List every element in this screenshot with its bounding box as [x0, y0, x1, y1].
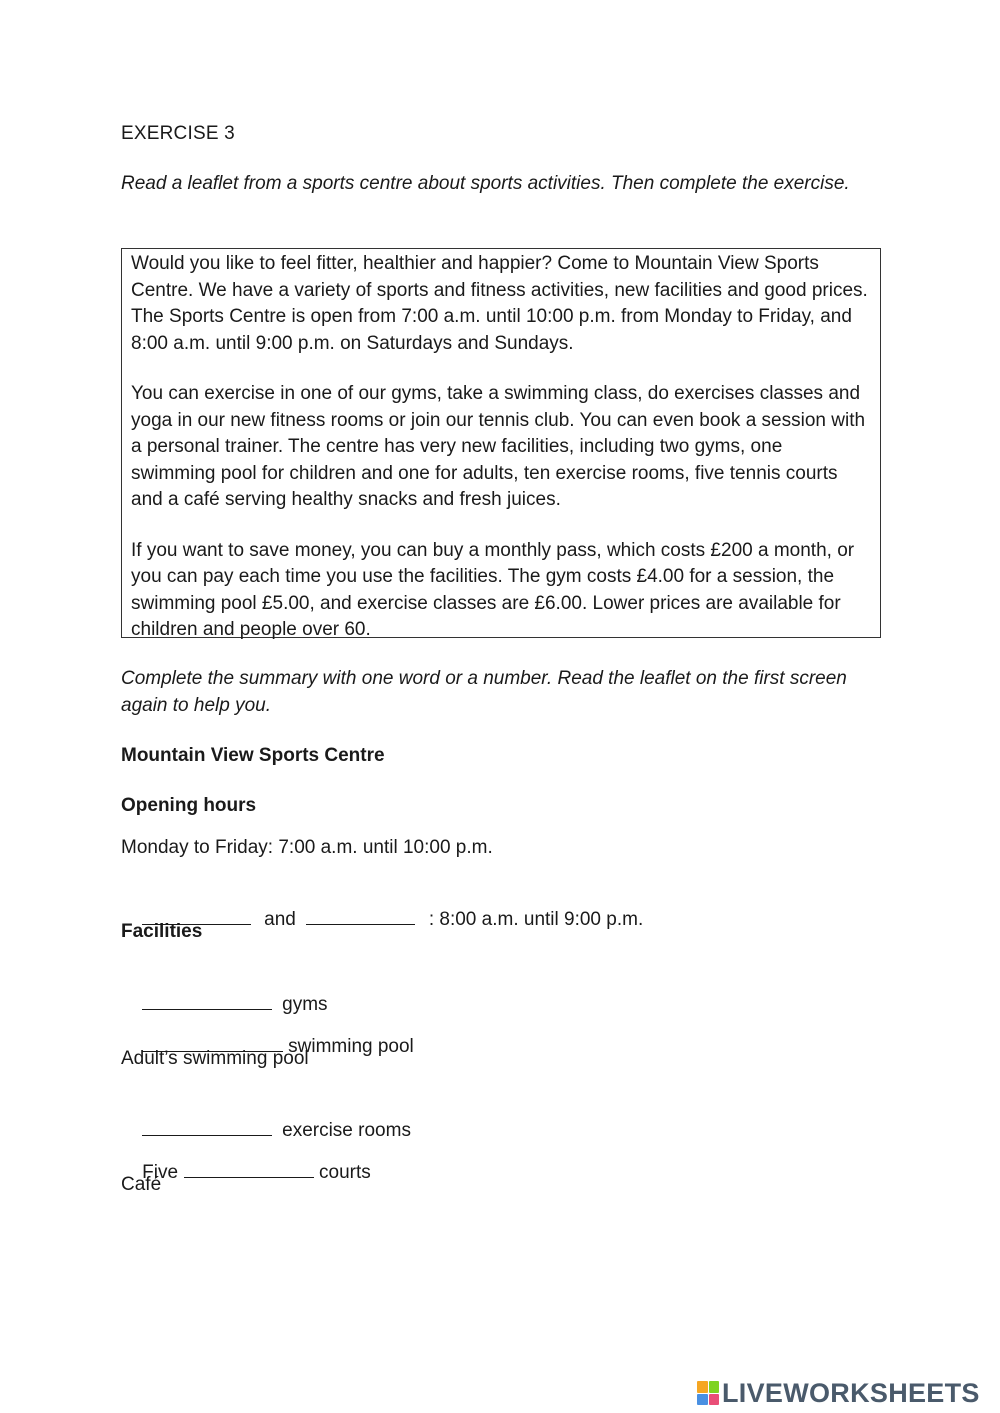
weekend-hours: : 8:00 a.m. until 9:00 p.m. [428, 908, 644, 930]
weekday-hours: Monday to Friday: 7:00 a.m. until 10:00 p.m. [121, 837, 493, 858]
summary-title: Mountain View Sports Centre [121, 745, 385, 766]
facilities-heading: Facilities [121, 921, 203, 942]
logo-square-orange [697, 1381, 708, 1393]
and-label: and [264, 908, 296, 930]
logo-square-pink [709, 1394, 720, 1406]
liveworksheets-logo-icon [697, 1381, 719, 1405]
reading-instruction: Read a leaflet from a sports centre about sports activities. Then complete the exercise. [121, 173, 850, 194]
logo-square-green [709, 1381, 720, 1393]
courts-blank[interactable] [184, 1157, 314, 1178]
leaflet-paragraph-2: You can exercise in one of our gyms, take a swimming class, do exercises classes and yoga in our new fitness rooms or join our tennis club. You can even book a session with a personal trainer. The centre has very new facilities, including two gyms, one swimming pool for children and one for adults, ten exercise rooms, five tennis courts and a café serving healthy snacks and fresh juices. [131, 383, 866, 510]
liveworksheets-logo [697, 1378, 980, 1408]
logo-square-blue [697, 1394, 708, 1406]
leaflet-paragraph-1: Would you like to feel fitter, healthier and happier? Come to Mountain View Sports Centre. We have a variety of sports and fitness activities, new facilities and good prices. The Sports Centre is open from 7:00 a.m. until 10:00 p.m. from Monday to Friday, and 8:00 a.m. until 9:00 p.m. on Saturdays and Sundays. [131, 253, 868, 354]
opening-hours-heading: Opening hours [121, 795, 257, 816]
exercise-rooms-label: exercise rooms [282, 1119, 411, 1141]
weekend-day-2-blank[interactable] [306, 904, 415, 925]
exercise-title: EXERCISE 3 [121, 123, 235, 144]
logo-text: LIVEWORKSHEETS [722, 1377, 980, 1408]
swimming-pool-label: swimming pool [288, 1035, 414, 1057]
gyms-label: gyms [282, 993, 328, 1015]
cafe: Café [121, 1174, 162, 1195]
adults-pool: Adult’s swimming pool [121, 1048, 309, 1069]
leaflet-paragraph-3: If you want to save money, you can buy a monthly pass, which costs £200 a month, or you can pay each time you use the facilities. The gym costs £4.00 for a session, the swimming pool £5.00, and exercise classes are £6.00. Lower prices are available for children and people over 60. [131, 539, 855, 640]
leaflet-box [121, 248, 881, 638]
courts-label: courts [319, 1161, 371, 1183]
five-label: Five [142, 1161, 179, 1183]
summary-instruction: Complete the summary with one word or a number. Read the leaflet on the first screen again to help you. [121, 668, 847, 716]
